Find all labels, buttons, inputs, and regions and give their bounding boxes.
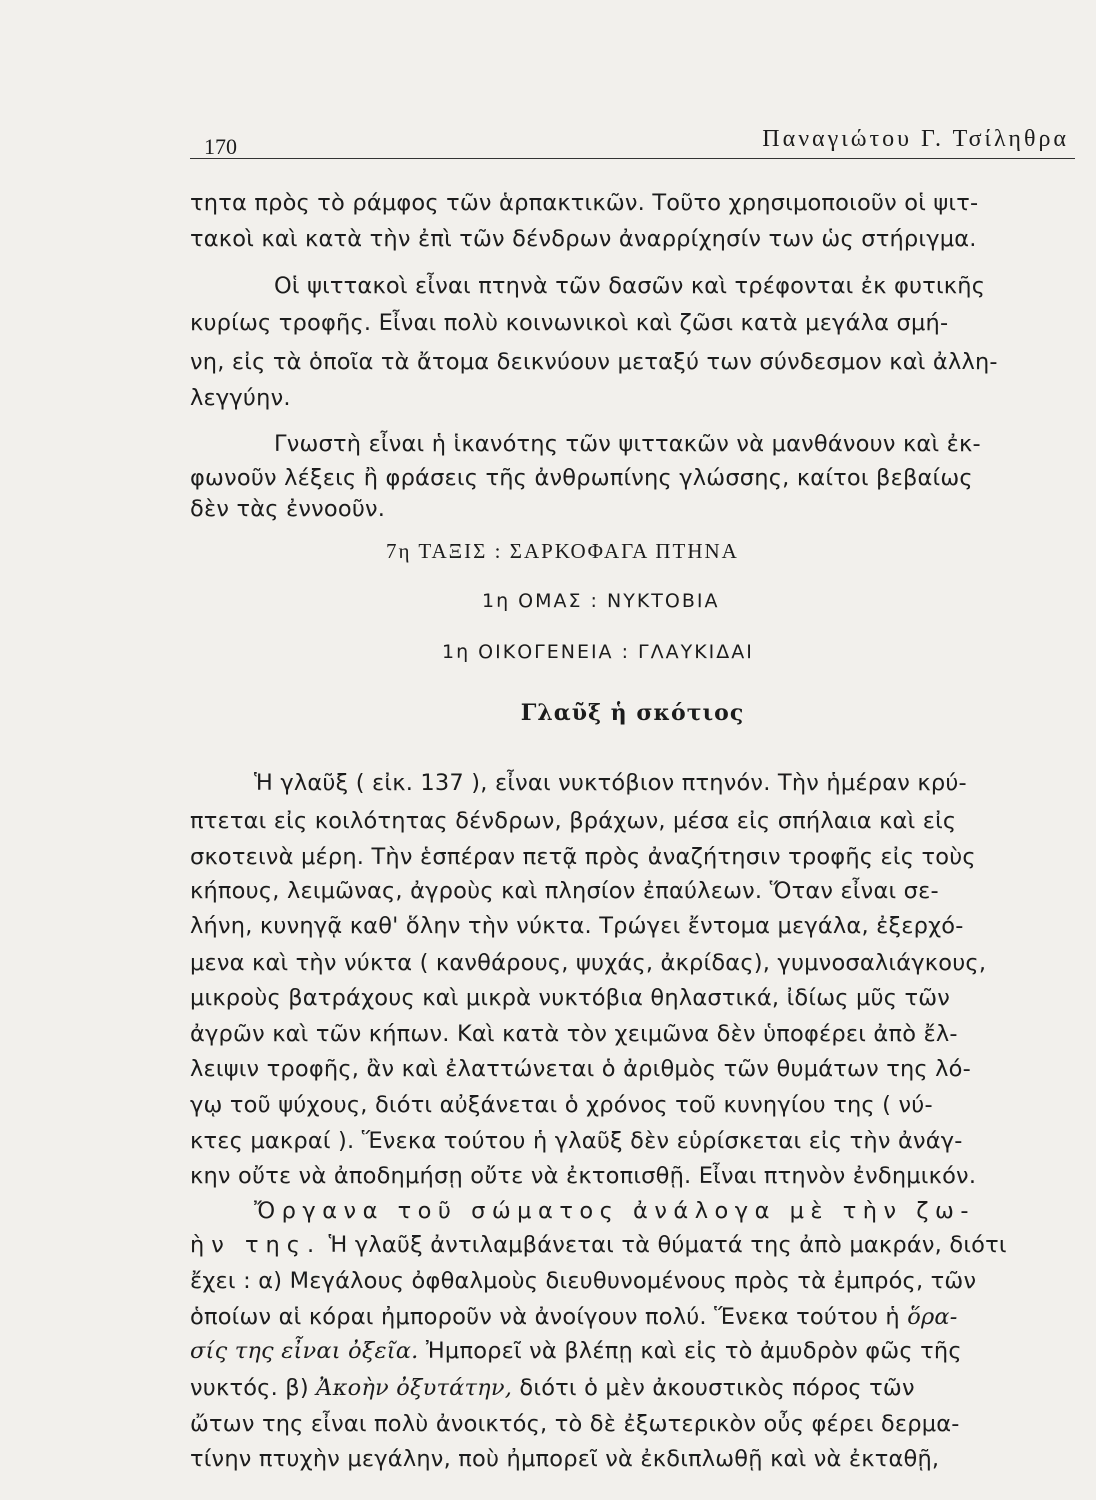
italic-term: Ἀκοὴν ὀξυτάτην, <box>316 1375 513 1401</box>
spaced-heading-line: Ὄργανα τοῦ σώματος ἀνάλογα μὲ τὴν ζω- <box>254 1198 975 1224</box>
text-line: ἀγρῶν καὶ τῶν κήπων. Καὶ κατὰ τὸν χειμῶνα δὲν ὑποφέρει ἀπὸ ἔλ- <box>190 1021 958 1047</box>
text-line: νη, εἰς τὰ ὁποῖα τὰ ἄτομα δεικνύουν μεταξύ των σύνδεσμον καὶ ἀλλη- <box>190 349 998 375</box>
text-line: μικροὺς βατράχους καὶ μικρὰ νυκτόβια θηλαστικά, ἰδίως μῦς τῶν <box>190 985 951 1011</box>
text-line: λήνη, κυνηγᾷ καθ' ὅλην τὴν νύκτα. Τρώγει ἔντομα μεγάλα, ἐξερχό- <box>190 913 964 939</box>
text-line: πτεται εἰς κοιλότητας δένδρων, βράχων, μέσα εἰς σπήλαια καὶ εἰς <box>190 808 957 834</box>
text-line: ὤτων της εἶναι πολὺ ἀνοικτός, τὸ δὲ ἐξωτερικὸν οὖς φέρει δερμα- <box>190 1411 960 1437</box>
text-line: σκοτεινὰ μέρη. Τὴν ἑσπέραν πετᾷ πρὸς ἀναζήτησιν τροφῆς εἰς τοὺς <box>190 844 976 870</box>
text-line <box>190 1338 962 1364</box>
text-line: ἔχει : α) Μεγάλους ὀφθαλμοὺς διευθυνομένους πρὸς τὰ ἐμπρός, τῶν <box>190 1268 977 1294</box>
order-heading: 7η ΤΑΞΙΣ : ΣΑΡΚΟΦΑΓΑ ΠΤΗΝΑ <box>386 539 739 563</box>
italic-term: σίς της εἶναι ὀξεῖα. <box>190 1338 419 1364</box>
text-line: τητα πρὸς τὸ ράμφος τῶν ἁρπακτικῶν. Τοῦτο χρησιμοποιοῦν οἱ ψιτ- <box>190 190 979 216</box>
text-line <box>190 1375 915 1401</box>
running-head: Παναγιώτου Γ. Τσίληθρα <box>762 126 1069 152</box>
text-line: κυρίως τροφῆς. Εἶναι πολὺ κοινωνικοὶ καὶ ζῶσι κατὰ μεγάλα σμή- <box>190 310 949 336</box>
page-number: 170 <box>204 134 237 159</box>
text-line: λεγγύην. <box>190 385 291 411</box>
page-header <box>190 124 1075 159</box>
text-line: Ἡ γλαῦξ ( εἰκ. 137 ), εἶναι νυκτόβιον πτηνόν. Τὴν ἡμέραν κρύ- <box>254 770 967 796</box>
text-line: λειψιν τροφῆς, ἂν καὶ ἐλαττώνεται ὁ ἀριθμὸς τῶν θυμάτων της λό- <box>190 1056 971 1082</box>
group-heading: 1η ΟΜΑΣ : ΝΥΚΤΟΒΙΑ <box>482 590 720 612</box>
spaced-heading-end: ὴν της. <box>190 1232 322 1258</box>
italic-term: ὅρα- <box>907 1304 958 1330</box>
text-line: γῳ τοῦ ψύχους, διότι αὐξάνεται ὁ χρόνος τοῦ κυνηγίου της ( νύ- <box>190 1092 933 1118</box>
text-line: μενα καὶ τὴν νύκτα ( κανθάρους, ψυχάς, ἀκρίδας), γυμνοσαλιάγκους, <box>190 950 987 976</box>
text-line: δὲν τὰς ἐννοοῦν. <box>190 496 386 522</box>
species-title: Γλαῦξ ἡ σκότιος <box>520 700 745 726</box>
text-line: Γνωστὴ εἶναι ἡ ἱκανότης τῶν ψιττακῶν νὰ μανθάνουν καὶ ἐκ- <box>274 431 981 457</box>
text-line: Οἱ ψιττακοὶ εἶναι πτηνὰ τῶν δασῶν καὶ τρέφονται ἐκ φυτικῆς <box>274 273 986 299</box>
text-segment: Ἡ γλαῦξ ἀντιλαμβάνεται τὰ θύματά της ἀπὸ μακράν, διότι <box>321 1232 1007 1258</box>
family-heading: 1η ΟΙΚΟΓΕΝΕΙΑ : ΓΛΑΥΚΙΔΑΙ <box>442 641 754 663</box>
text-line <box>190 1304 958 1330</box>
text-segment: Ἠμπορεῖ νὰ βλέπῃ καὶ εἰς τὸ ἀμυδρὸν φῶς τῆς <box>418 1338 962 1364</box>
text-line: τακοὶ καὶ κατὰ τὴν ἐπὶ τῶν δένδρων ἀναρρίχησίν των ὡς στήριγμα. <box>190 226 977 252</box>
text-line: τίνην πτυχὴν μεγάλην, ποὺ ἠμπορεῖ νὰ ἐκδιπλωθῇ καὶ νὰ ἐκταθῇ, <box>190 1446 940 1472</box>
text-line: κήπους, λειμῶνας, ἀγροὺς καὶ πλησίον ἐπαύλεων. Ὅταν εἶναι σε- <box>190 878 939 904</box>
text-line: κην οὔτε νὰ ἀποδημήσῃ οὔτε νὰ ἐκτοπισθῇ. Εἶναι πτηνὸν ἐνδημικόν. <box>190 1163 977 1189</box>
text-segment: διότι ὁ μὲν ἀκουστικὸς πόρος τῶν <box>512 1375 915 1401</box>
text-line: κτες μακραί ). Ἕνεκα τούτου ἡ γλαῦξ δὲν εὑρίσκεται εἰς τὴν ἀνάγ- <box>190 1128 963 1154</box>
text-line: φωνοῦν λέξεις ἢ φράσεις τῆς ἀνθρωπίνης γλώσσης, καίτοι βεβαίως <box>190 465 973 491</box>
text-line <box>190 1232 1007 1258</box>
text-segment: νυκτός. β) <box>190 1375 317 1401</box>
text-segment: ὁποίων αἱ κόραι ἠμποροῦν νὰ ἀνοίγουν πολύ. Ἕνεκα τούτου ἡ <box>190 1304 900 1330</box>
